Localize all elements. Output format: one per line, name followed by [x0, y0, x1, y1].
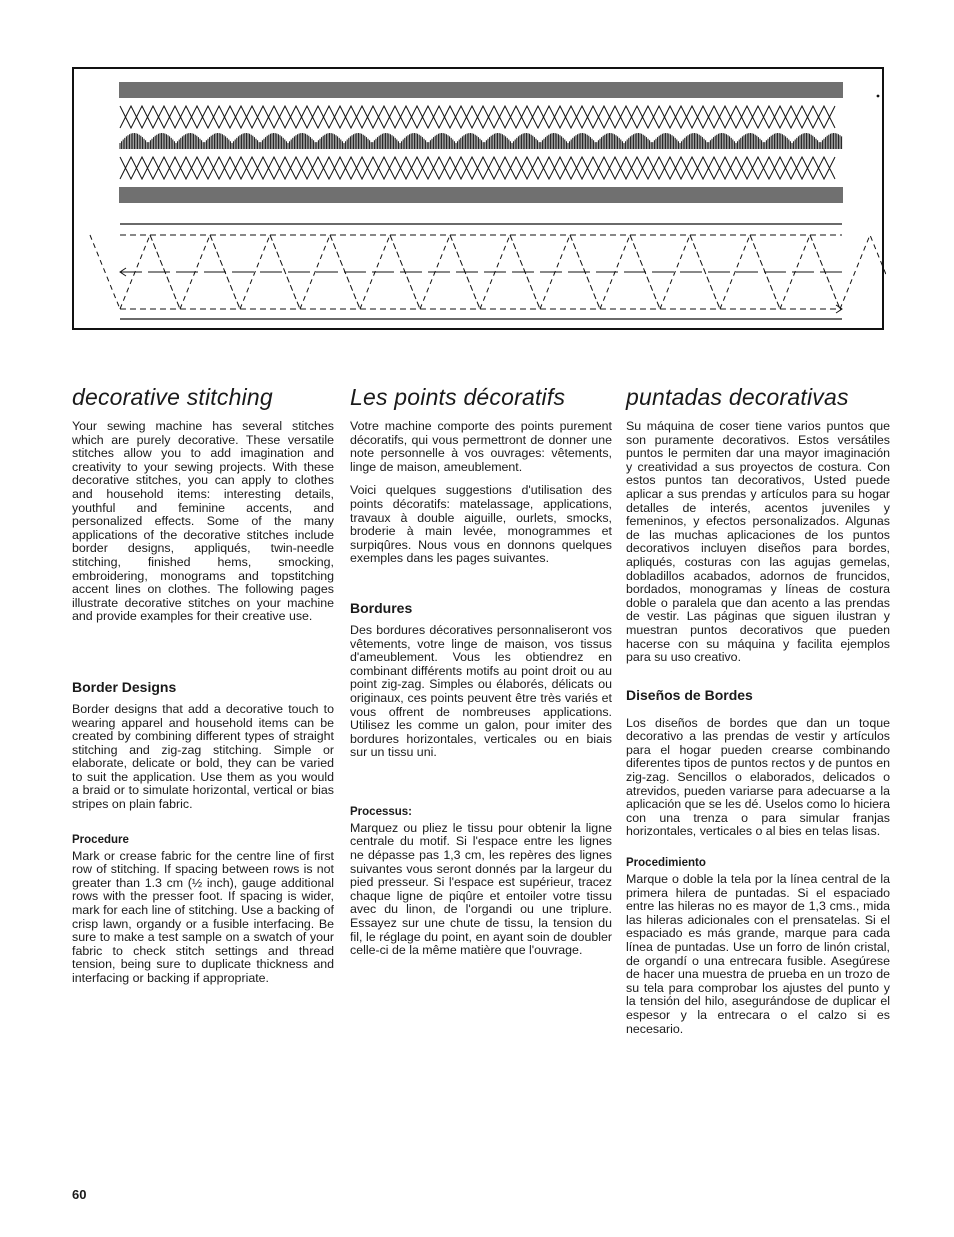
page-number: 60 — [72, 1187, 87, 1202]
spanish-column — [626, 384, 890, 1036]
french-border-text: Des bordures décoratives personnaliseront vos vêtements, votre linge de maison, vos tissus d'ameublement. Vous les obtiendrez en combinant différents motifs au point droit ou au point zig-zag. Simples ou élaborés, délicats ou originaux, ces points peuvent être très variés et vous offrent de nombreuses applications. Utilisez les comme un galon, pour imiter des bordures horizontales, verticales ou en biais sur un tissu uni. — [350, 622, 612, 760]
spanish-procedure-heading: Procedimiento — [626, 857, 706, 870]
scallop-stitch-row — [120, 133, 842, 149]
french-intro-2: Voici quelques suggestions d'utilisation des points décoratifs: matelassage, applications, travaux à double aiguille, ourlets, smocks, broderie à main levée, monogrammes et surpiqûres. Nous vous en donnons quelques exemples dans les pages suivantes. — [350, 483, 612, 566]
french-procedure-heading: Processus: — [350, 805, 413, 818]
spanish-title: puntadas decorativas — [626, 384, 849, 410]
spanish-procedure-text: Marque o doble la tela por la línea central de la primera hilera de puntadas. Si el espaciado entre las hileras no es mayor de 1,3 cms., mida las hileras adicionales con el prensatelas. Si el espaciado es más grande, marque para cada línea de puntadas. Use un forro de linón cristal, de organdí o una entrecara fusible. Asegúrese de hacer una muestra de prueba en un trozo de su tela para comprobar los ajustes del punto y la tensión del hilo, asegurándose de duplicar el espesor y la entrecara o el calzo si es necesario. — [626, 872, 890, 1036]
satin-stitch-row-bottom — [120, 187, 842, 203]
french-border-heading: Bordures — [350, 599, 413, 616]
french-intro-1: Votre machine comporte des points purement décoratifs, qui vous permettront de donner une note personnelle à vos ouvrages: vêtements, linge de maison, ameublement. — [350, 419, 612, 474]
margin-dot — [877, 95, 880, 98]
english-column — [72, 384, 334, 986]
french-column — [350, 384, 612, 958]
french-title: Les points décoratifs — [350, 384, 566, 410]
english-intro: Your sewing machine has several stitches which are purely decorative. These versatile stitches allow you to add imagination and creativity to your sewing projects. With these decorative stitches, you can apply to clothes and household items: interesting details, youthful and feminine accents, and personalized effects. Some of the many applications of the decorative stitches include border designs, appliqués, twin-needle stitching, finished hems, smocking, embroidering, monograms and topstitching accent lines on clothes. The following pages illustrate decorative stitches on your machine and provide examples for their creative use. — [72, 419, 334, 624]
spanish-intro: Su máquina de coser tiene varios puntos que son puramente decorativos. Estos versátiles puntos le permiten dar una mayor imaginación y creatividad a sus proyectos de costura. Con estos puntos tan decorativos, Usted puede aplicar a sus prendas y artículos para su hogar detalles de interés, acentos juveniles y femeninos, y efectos personalizados. Algunas de las muchas aplicaciones de los puntos decorativos incluyen diseños para bordes, apliqués, costuras con las agujas gemelas, dobladillos acabados, adornos de fruncidos, bordados, monogramas y líneas de costura doble o paralela que dan acento a las prendas de vestir. Las páginas que siguen ilustran y muestran puntos decorativos que pueden hacerse con su máquina y facilita ejemplos para su uso creativo. — [626, 419, 890, 665]
spanish-border-heading: Diseños de Bordes — [626, 686, 753, 703]
stitch-samples-graphic — [74, 69, 886, 332]
english-border-text: Border designs that add a decorative touch to wearing apparel and household items can be created by combining different types of straight stitching and zig-zag stitching. Simple or elaborate, delicate or bold, they can be varied to suit the application. Use them as you would a braid or to simulate horizontal, vertical or bias stripes on plain fabric. — [72, 701, 334, 812]
stitch-illustration — [72, 67, 884, 330]
english-procedure-text: Mark or crease fabric for the centre line of first row of stitching. If spacing between rows is not greater than 1.3 cm (½ inch), gauge additional rows with the presser foot. If spacing is wider, mark for each line of stitching. Use a backing of crisp lawn, organdy or a fusible interfacing. Be sure to make a test sample on a swatch of your fabric to check stitch settings and thread tension, being sure to duplicate thickness and interfacing or backing if appropriate. — [72, 848, 334, 985]
french-procedure-text: Marquez ou pliez le tissu pour obtenir la ligne centrale du motif. Si l'espace entre les lignes ne dépasse pas 1,3 cm, les repères des lignes suivantes vous seront donnés par la largeur du pied presseur. Si l'espace est supérieur, tracez chaque ligne de piqûre et entoiler votre tissu avec du linon, de l'organdi ou une triplure. Essayez sur une chute de tissu, la tension du fil, le réglage du point, en ayant soin de doubler celle-ci de la même matière que l'ouvrage. — [350, 820, 612, 958]
cross-stitch-row-2 — [120, 157, 835, 179]
english-procedure-heading: Procedure — [72, 833, 129, 846]
satin-stitch-row-top — [120, 82, 842, 98]
english-title: decorative stitching — [72, 384, 273, 410]
english-border-heading: Border Designs — [72, 678, 177, 695]
spanish-border-text: Los diseños de bordes que dan un toque decorativo a las prendas de vestir y artículos para el hogar pueden crearse combinando diferentes tipos de puntos rectos y de puntos en zig-zag. Sencillos o elaborados, delicados o atrevidos, pueden variarse para adecuarse a la aplicación que se les dé. Uselos como lo hiciera con una trenza o para simular franjas horizontales, verticales o al bies en telas lisas. — [626, 715, 890, 839]
cross-stitch-row-1 — [120, 106, 835, 128]
